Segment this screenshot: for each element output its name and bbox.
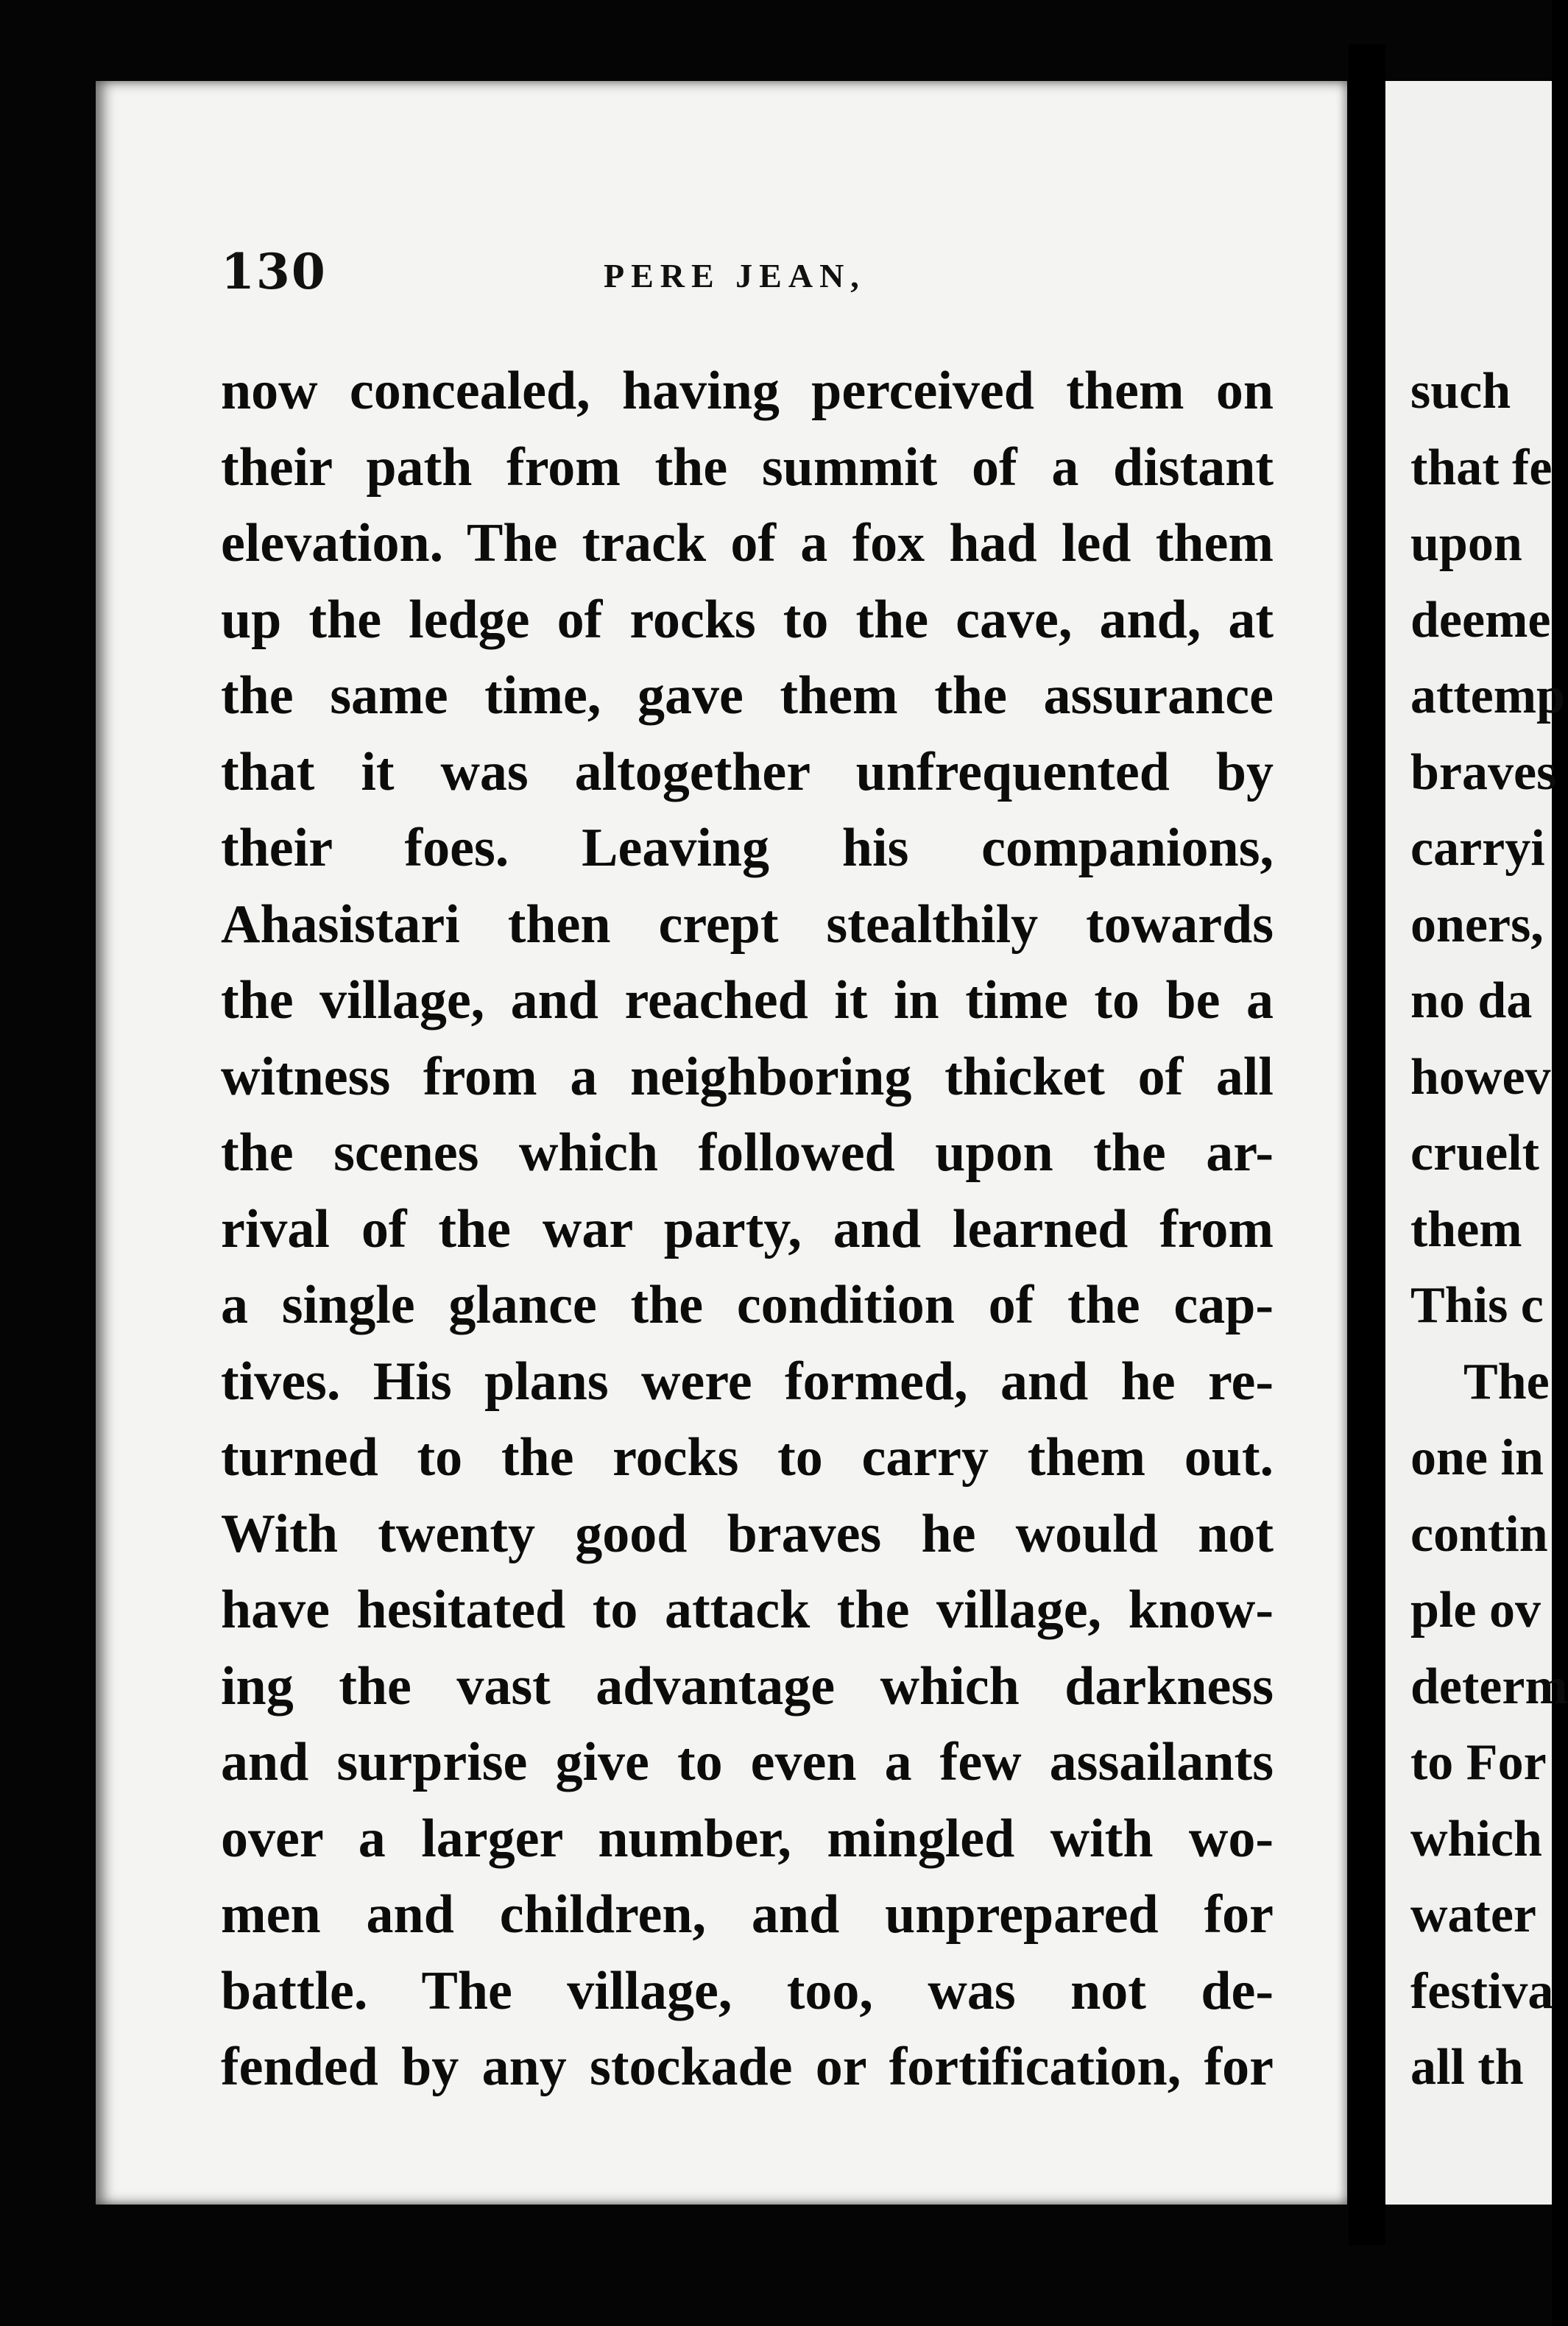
text-fragment: all th (1410, 2039, 1524, 2096)
text-line: the village, and reached it in time to be a (221, 970, 1274, 1031)
text-line: their foes. Leaving his companions, (221, 818, 1274, 878)
text-line: tives. His plans were formed, and he re- (221, 1351, 1274, 1412)
text-line: their path from the summit of a distant (221, 436, 1274, 498)
text-line: have hesitated to attack the village, know- (221, 1580, 1274, 1640)
text-line: fended by any stockade or fortification, for (221, 2037, 1274, 2097)
text-fragment: cruelt (1410, 1125, 1539, 1181)
text-line: that it was altogether unfrequented by (221, 741, 1274, 802)
text-fragment: that fe (1410, 439, 1553, 496)
text-line: men and children, and unprepared for (221, 1884, 1274, 1945)
text-fragment: ple ov (1410, 1582, 1541, 1639)
running-title: PERE JEAN, (604, 257, 866, 294)
text-fragment: which (1410, 1810, 1542, 1867)
text-line: and surprise give to even a few assailants (221, 1732, 1274, 1792)
text-line: battle. The village, too, was not de- (221, 1960, 1274, 2021)
text-fragment: water (1410, 1887, 1537, 1943)
text-fragment: to For (1410, 1734, 1547, 1791)
text-fragment: The (1463, 1353, 1550, 1410)
text-fragment: braves (1410, 743, 1557, 801)
text-line: elevation. The track of a fox had led them (221, 513, 1274, 573)
text-line: Ahasistari then crept stealthily towards (221, 894, 1274, 955)
text-line: a single glance the condition of the cap- (221, 1275, 1274, 1335)
text-fragment: determ (1410, 1658, 1568, 1715)
right-page-text-fragments (1410, 353, 1568, 2106)
text-fragment: festiva (1410, 1962, 1554, 2020)
text-fragment: howev (1410, 1048, 1551, 1106)
left-page-body-text (221, 353, 1274, 2106)
book-gutter (1349, 44, 1385, 2245)
text-fragment: This c (1410, 1277, 1544, 1334)
text-line: With twenty good braves he would not (221, 1503, 1274, 1564)
text-line: up the ledge of rocks to the cave, and, at (221, 589, 1274, 650)
text-fragment: no da (1410, 972, 1533, 1029)
text-fragment: oners, (1410, 896, 1544, 953)
page-number: 130 (221, 243, 327, 300)
text-line: witness from a neighboring thicket of all (221, 1046, 1274, 1107)
text-fragment: attemp (1410, 668, 1565, 724)
running-head (221, 243, 1244, 302)
text-fragment: contin (1410, 1505, 1548, 1563)
text-line: now concealed, having perceived them on (221, 361, 1274, 421)
text-line: the same time, gave them the assurance (221, 665, 1274, 726)
text-fragment: them (1410, 1201, 1522, 1258)
text-line: ing the vast advantage which darkness (221, 1655, 1274, 1717)
text-line: over a larger number, mingled with wo- (221, 1808, 1274, 1869)
text-fragment: upon (1410, 515, 1522, 572)
text-fragment: deeme (1410, 591, 1551, 648)
text-fragment: one in (1410, 1429, 1544, 1486)
text-fragment: carryi (1410, 820, 1545, 877)
text-line: rival of the war party, and learned from (221, 1198, 1274, 1259)
text-line: turned to the rocks to carry them out. (221, 1427, 1274, 1488)
text-fragment: such (1410, 363, 1511, 420)
text-line: the scenes which followed upon the ar- (221, 1123, 1274, 1183)
